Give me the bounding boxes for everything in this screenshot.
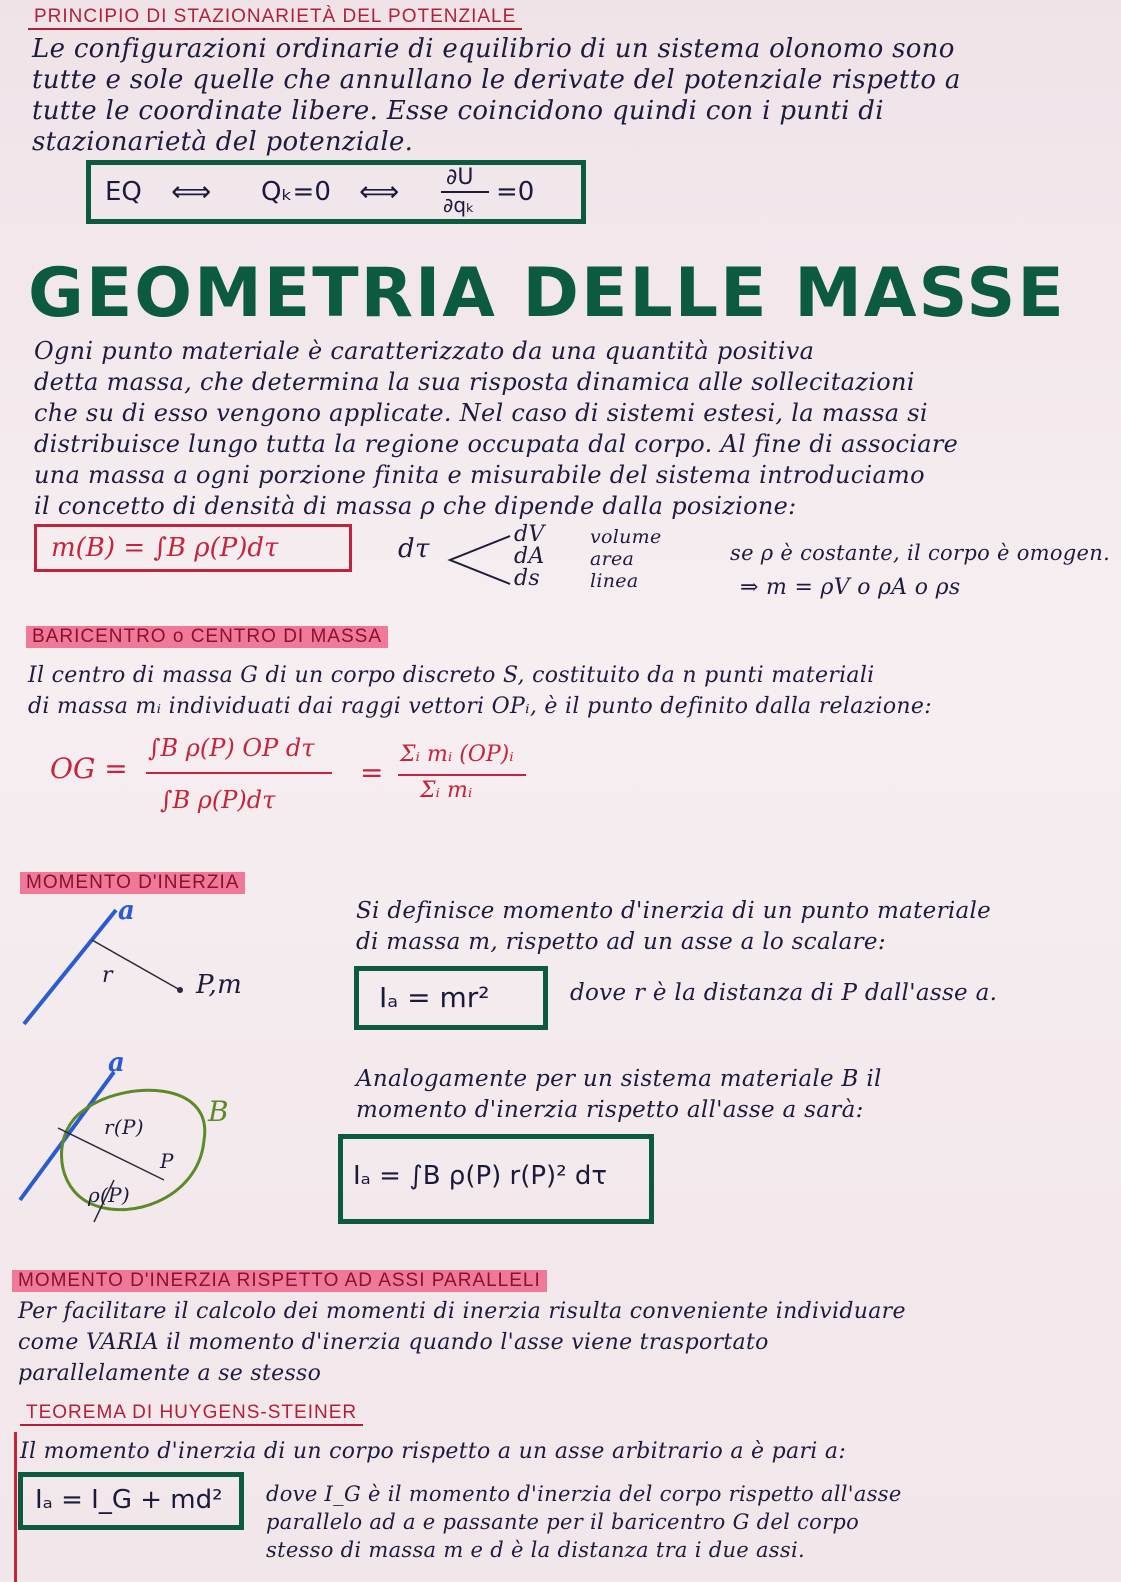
text-line: parallelamente a se stesso — [18, 1361, 322, 1386]
og-fraction-bar-2 — [398, 774, 526, 776]
paragraph-theorem-desc — [266, 1480, 1106, 1564]
section-header-assi-paralleli: MOMENTO D'INERZIA RISPETTO AD ASSI PARALLELI — [12, 1270, 547, 1292]
text-line: Per facilitare il calcolo dei momenti di inerzia risulta conveniente individuare — [18, 1299, 906, 1324]
distance-r-label: r — [102, 963, 113, 988]
partial-qk: ∂qₖ — [443, 193, 475, 217]
point-mass-figure — [20, 900, 320, 1040]
text-line: una massa a ogni porzione finita e misurabile del sistema introduciamo — [34, 461, 925, 489]
rho-label: ρ(P) — [88, 1183, 131, 1207]
point-mass-label: P,m — [196, 970, 243, 1000]
axis-a-label-1: a — [118, 896, 136, 926]
qk-zero: Qₖ=0 — [261, 177, 331, 207]
section-header-inerzia: MOMENTO D'INERZIA — [20, 872, 245, 894]
equals-zero: =0 — [496, 177, 535, 207]
og-equals: = — [360, 756, 384, 789]
text-line: parallelo ad a e passante per il baricentro G del corpo — [266, 1510, 860, 1534]
text-line: tutte le coordinate libere. Esse coincidono quindi con i punti di — [32, 96, 884, 126]
text-line: il concetto di densità di massa ρ che dipende dalla posizione: — [34, 492, 797, 520]
equilibrium-formula-box — [86, 160, 586, 224]
homogeneous-note: se ρ è costante, il corpo è omogen. — [730, 541, 1111, 565]
ia-system-formula: Iₐ = ∫B ρ(P) r(P)² dτ — [353, 1161, 608, 1191]
ia-point-formula-box — [354, 966, 548, 1030]
huygens-steiner-formula: Iₐ = I_G + md² — [35, 1485, 223, 1515]
text-line: Ogni punto materiale è caratterizzato da una quantità positiva — [34, 337, 815, 365]
og-numerator-continuous: ∫B ρ(P) OP dτ — [148, 734, 315, 762]
dtau-option: ds — [514, 566, 540, 591]
rp-label: r(P) — [104, 1115, 144, 1139]
paragraph-inerzia-system — [356, 1064, 1076, 1126]
section-header-stazionarieta: PRINCIPIO DI STAZIONARIETÀ DEL POTENZIALE — [28, 6, 522, 30]
dtau-option: dV — [514, 522, 545, 547]
text-line: di massa m, rispetto ad un asse a lo scalare: — [356, 929, 886, 955]
og-denominator-continuous: ∫B ρ(P)dτ — [160, 786, 276, 814]
iff-arrow-2: ⟺ — [359, 175, 400, 208]
text-line: Il centro di massa G di un corpo discreto S, costituito da n punti materiali — [28, 663, 875, 688]
section-header-huygens-steiner: TEOREMA DI HUYGENS-STEINER — [20, 1402, 363, 1426]
dtau-meaning: volume — [590, 526, 662, 548]
dtau-meaning: area — [590, 548, 635, 570]
dtau-brace-icon — [440, 528, 520, 592]
og-fraction-bar-1 — [146, 772, 332, 774]
homogeneous-mass: ⇒ m = ρV o ρA o ρs — [740, 575, 961, 600]
partial-u: ∂U — [446, 165, 474, 190]
og-denominator-discrete: Σᵢ mᵢ — [420, 778, 473, 803]
iff-arrow-1: ⟺ — [171, 175, 212, 208]
ia-point-description: dove r è la distanza di P dall'asse a. — [570, 980, 998, 1006]
huygens-steiner-formula-box — [18, 1472, 244, 1530]
text-line: tutte e sole quelle che annullano le derivate del potenziale rispetto a — [32, 65, 961, 95]
mass-formula-box — [34, 524, 352, 572]
p-label: P — [160, 1149, 174, 1173]
dtau-meanings — [590, 526, 662, 592]
ia-system-formula-box — [338, 1134, 654, 1224]
dtau-label: dτ — [398, 534, 430, 564]
text-line: Analogamente per un sistema materiale B il — [356, 1066, 882, 1092]
text-line: dove I_G è il momento d'inerzia del corpo rispetto all'asse — [266, 1482, 902, 1506]
text-line: stesso di massa m e d è la distanza tra i due assi. — [266, 1538, 805, 1562]
og-numerator-discrete: Σᵢ mᵢ (OP)ᵢ — [400, 742, 514, 767]
ia-point-formula: Iₐ = mr² — [379, 981, 490, 1014]
dtau-options — [514, 524, 545, 590]
axis-a-label-2: a — [108, 1048, 126, 1078]
dtau-option: dA — [514, 544, 545, 569]
paragraph-theorem-intro: Il momento d'inerzia di un corpo rispetto a un asse arbitrario a è pari a: — [20, 1439, 847, 1464]
text-line: distribuisce lungo tutta la regione occupata dal corpo. Al fine di associare — [34, 430, 959, 458]
text-line: Le configurazioni ordinarie di equilibrio di un sistema olonomo sono — [32, 34, 955, 64]
text-line: stazionarietà del potenziale. — [32, 127, 414, 157]
paragraph-stazionarieta — [32, 34, 1102, 158]
page-title: GEOMETRIA DELLE MASSE — [28, 254, 1066, 333]
section-header-baricentro: BARICENTRO o CENTRO DI MASSA — [26, 626, 388, 648]
paragraph-inerzia-def — [356, 896, 1096, 958]
text-line: detta massa, che determina la sua risposta dinamica alle sollecitazioni — [34, 368, 915, 396]
dtau-meaning: linea — [590, 570, 639, 592]
theorem-sidebar — [14, 1432, 17, 1582]
text-line: momento d'inerzia rispetto all'asse a sarà: — [356, 1097, 864, 1123]
body-b-label: B — [208, 1095, 229, 1128]
paragraph-assi-paralleli — [18, 1296, 1113, 1389]
text-line: come VARIA il momento d'inerzia quando l'asse viene trasportato — [18, 1330, 769, 1355]
text-line: Si definisce momento d'inerzia di un punto materiale — [356, 898, 992, 924]
eq-label: EQ — [105, 177, 142, 207]
mass-formula: m(B) = ∫B ρ(P)dτ — [51, 533, 279, 563]
og-lhs: OG = — [50, 752, 128, 785]
paragraph-massa — [34, 336, 1109, 522]
text-line: che su di esso vengono applicate. Nel caso di sistemi estesi, la massa si — [34, 399, 928, 427]
paragraph-baricentro — [28, 660, 1108, 722]
text-line: di massa mᵢ individuati dai raggi vettori OPᵢ, è il punto definito dalla relazione: — [28, 694, 932, 719]
